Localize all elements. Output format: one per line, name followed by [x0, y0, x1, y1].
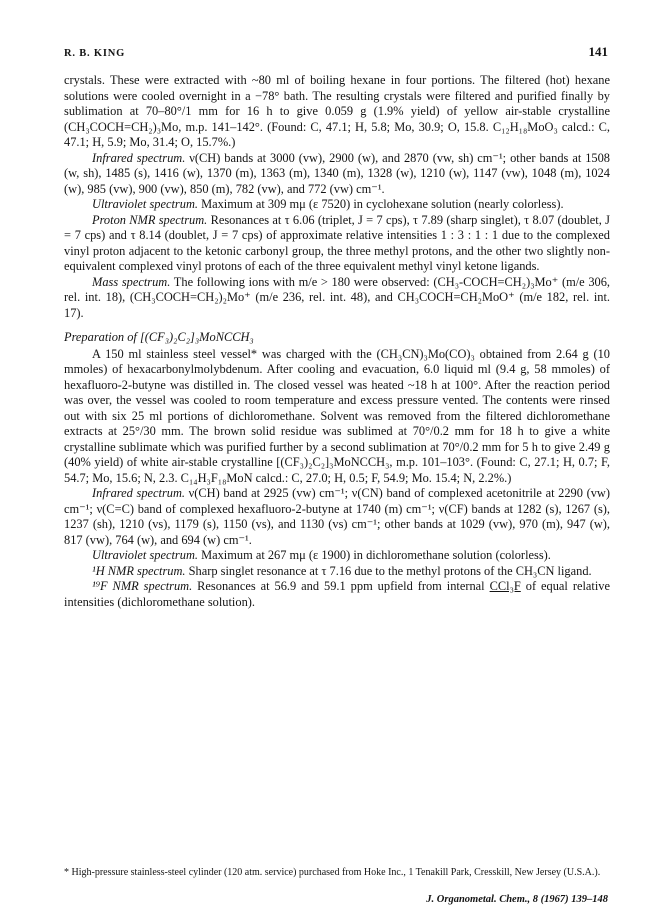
running-head-author: R. B. KING: [64, 48, 126, 59]
section-heading: Preparation of [(CF₃)₂C₂]₃MoNCCH₃: [64, 330, 254, 344]
text-f-nmr-a: Resonances at 56.9 and 59.1 ppm upfield from internal: [192, 579, 490, 593]
paragraph-f-nmr: [64, 579, 610, 610]
paragraph-continued: crystals. These were extracted with ~80 ml of boiling hexane in four portions. The filtered (hot) hexane solutions were cooled overnight in a −78° bath. The resulting crystals were filtered and purified finally by sublimation at 70–80°/1 mm for 16 h to give 0.059 g (1.9% yield) of yellow air-stable crystalline (CH₃COCH=CH₂)₃Mo, m.p. 141–142°. (Found: C, 47.1; H, 5.8; Mo, 30.9; O, 15.8. C₁₂H₁₈MoO₃ calcd.: C, 47.1; H, 5.9; Mo, 31.4; O, 15.7%.): [64, 73, 610, 149]
label-f-nmr: ¹⁹F NMR spectrum.: [92, 579, 193, 593]
text-infrared-1: ν(CH) bands at 3000 (vw), 2900 (w), and 2870 (vw, sh) cm⁻¹; other bands at 1508 (w, sh), 1485 (s), 1416 (w), 1370 (m), 1363 (m), 1340 (m), 1328 (w), 1210 (w), 1147 (vw), 1048 (m), 1024 (w), 985 (vw), 900 (vw), 850 (m), 782 (vw), and 772 (vw) cm⁻¹.: [64, 150, 610, 196]
text-f-nmr-b: of equal relative intensities (dichloromethane solution).: [64, 579, 610, 609]
underlined-reference: CCl₃F: [489, 579, 521, 593]
label-mass-spectrum: Mass spectrum.: [92, 274, 171, 289]
paragraph-proton-nmr: [64, 213, 610, 275]
label-proton-nmr: Proton NMR spectrum.: [92, 212, 208, 227]
label-infrared-2: Infrared spectrum.: [92, 486, 186, 500]
body-text: [64, 73, 610, 610]
page-number: 141: [588, 44, 608, 59]
paragraph-h-nmr: [64, 564, 610, 580]
label-infrared-1: Infrared spectrum.: [92, 150, 186, 165]
label-ultraviolet-1: Ultraviolet spectrum.: [92, 197, 198, 211]
paragraph-infrared-1: [64, 151, 610, 198]
paragraph-preparation: A 150 ml stainless steel vessel* was charged with the (CH₃CN)₃Mo(CO)₃ obtained from 2.64 g (10 mmoles) of hexacarbonylmolybdenum. After cooling and evacuation, 6.0 liquid ml (9.4 g, 58 mmoles) of hexafluoro-2-butyne was distilled in. The closed vessel was heated ~18 h at 100°. After the reaction period was over, the vessel was cooled to room temperature and excess pressure vented. The contents were rinsed out with six 25 ml portions of dichloromethane. Solvent was removed from the filtered dichloromethane extracts at 25°/30 mm. The brown solid residue was sublimed at 70°/0.2 mm for 18 h to give a white crystalline sublimate which was purified further by a second sublimation at 70°/0.2 mm for 5 h to give 2.49 g (40% yield) of white air-stable crystalline [(CF₃)₂C₂]₃MoNCCH₃, m.p. 101–103°. (Found: C, 27.1; H, 0.7; F, 54.7; Mo, 15.6; N, 2.3. C₁₄H₃F₁₈MoN calcd.: C, 27.0; H, 0.5; F, 54.9; Mo. 15.4; N, 2.2%.): [64, 346, 610, 485]
paragraph-ultraviolet-1: [64, 197, 610, 213]
footnote: * High-pressure stainless-steel cylinder (120 atm. service) purchased from Hoke Inc., 1 Tenakill Park, Cresskill, New Jersey (U.S.A.).: [64, 867, 601, 878]
journal-reference: J. Organometal. Chem., 8 (1967) 139–148: [426, 894, 608, 905]
text-ultraviolet-2: Maximum at 267 mμ (ε 1900) in dichloromethane solution (colorless).: [198, 548, 551, 562]
label-h-nmr: ¹H NMR spectrum.: [92, 563, 186, 578]
text-h-nmr: Sharp singlet resonance at τ 7.16 due to the methyl protons of the CH₃CN ligand.: [185, 563, 592, 578]
text-ultraviolet-1: Maximum at 309 mμ (ε 7520) in cyclohexane solution (nearly colorless).: [198, 197, 564, 211]
paragraph-ultraviolet-2: [64, 548, 610, 564]
running-head: [64, 44, 608, 60]
text-mass-spectrum: The following ions with m/e > 180 were observed: (CH₃-COCH=CH₂)₃Mo⁺ (m/e 306, rel. int. 18), (CH₃COCH=CH₂)₂Mo⁺ (m/e 236, rel. int. 48), and CH₃COCH=CH₂MoO⁺ (m/e 182, rel. int. 17).: [64, 274, 611, 320]
text-proton-nmr: Resonances at τ 6.06 (triplet, J = 7 cps), τ 7.89 (sharp singlet), τ 8.07 (doublet, J = 7 cps) and τ 8.14 (doublet, J = 7 cps) of approximate relative intensities 1 : 3 : 1 : 1 due to the complexed vinyl proton adjacent to the ketonic carbonyl group, the three methyl protons, and the other two slightly non-equivalent complexed vinyl protons of each of the three equivalent methyl vinyl ketone ligands.: [64, 212, 610, 273]
paragraph-mass-spectrum: [64, 275, 610, 322]
paragraph-infrared-2: [64, 486, 610, 548]
label-ultraviolet-2: Ultraviolet spectrum.: [92, 548, 198, 562]
text-infrared-2: ν(CH) band at 2925 (vw) cm⁻¹; ν(CN) band of complexed acetonitrile at 2290 (vw) cm⁻¹; ν(C=C) band of complexed hexafluoro-2-butyne at 1740 (m) cm⁻¹; ν(CF) bands at 1282 (s), 1267 (s), 1237 (sh), 1210 (vs), 1179 (s), 1150 (vs), and 1130 (vs) cm⁻¹; other bands at 1029 (vw), 970 (m), 947 (w), 817 (vw), 764 (w), and 694 (w) cm⁻¹.: [64, 486, 611, 547]
